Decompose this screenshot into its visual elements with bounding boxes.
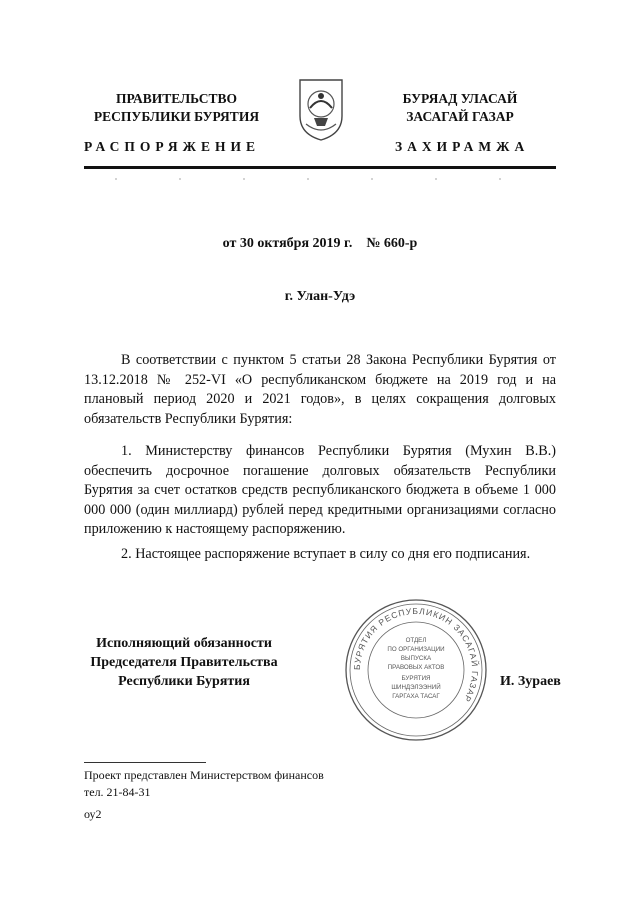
header-left (84, 90, 269, 126)
footer-line1: Проект представлен Министерством финансов (84, 768, 324, 782)
stamp-line: ГАРГАХА ТАСАГ (392, 693, 440, 700)
official-stamp (344, 598, 488, 742)
header-left-line2: РЕСПУБЛИКИ БУРЯТИЯ (93, 109, 260, 124)
stamp-line: ПРАВОВЫХ АКТОВ (387, 664, 445, 671)
body-paragraph-3 (84, 545, 556, 565)
header-rule (84, 166, 556, 169)
paragraph-text: 1. Министерству финансов Республики Бурятия (Мухин В.В.) обеспечить досрочное погашение долговых обязательств Республики Бурятия за счет остатков средств республиканского бюджета в объеме 1 000 000 000 (один миллиард) рублей перед кредитными организациями согласно приложению к настоящему распоряжению. (84, 443, 556, 537)
stamp-line: ОТДЕЛ (405, 637, 427, 644)
header-left-line1: ПРАВИТЕЛЬСТВО (115, 91, 237, 106)
stamp-line: ШИНДЭЛЭЭНИЙ (391, 684, 441, 691)
date-number: от 30 октября 2019 г. № 660-р (222, 236, 418, 251)
signature-position (84, 634, 284, 691)
doc-type-right: ЗАХИРАМЖА (395, 139, 530, 154)
paragraph-text: 2. Настоящее распоряжение вступает в силу со дня его подписания. (121, 546, 531, 562)
header-right-line2: ЗАСАГАЙ ГАЗАР (406, 109, 514, 124)
paragraph-text: В соответствии с пунктом 5 статьи 28 Закона Республики Бурятия от 13.12.2018 № 252-VI «О республиканском бюджете на 2019 год и на плановый период 2020 и 2021 годов», в целях сокращения долговых обязательств Республики Бурятия: (84, 352, 556, 427)
header-dotted-line (84, 176, 556, 182)
header-right-line1: БУРЯАД УЛАСАЙ (402, 91, 518, 106)
signatory-name: И. Зураев (500, 674, 561, 689)
coat-of-arms-emblem (296, 74, 346, 142)
body-paragraph-2 (84, 442, 556, 540)
stamp-line: ПО ОРГАНИЗАЦИИ (387, 646, 445, 653)
footer-code: оу2 (84, 807, 102, 821)
stamp-line: БУРЯТИЯ (401, 675, 431, 682)
body-paragraph-1 (84, 351, 556, 429)
doc-type-left: РАСПОРЯЖЕНИЕ (84, 139, 261, 154)
signature-position-line2: Председателя Правительства (90, 655, 278, 670)
signature-position-line3: Республики Бурятия (118, 674, 250, 689)
signature-position-line1: Исполняющий обязанности (96, 636, 272, 651)
stamp-line: ВЫПУСКА (400, 655, 432, 662)
footer-rule (84, 762, 206, 763)
footer-line2: тел. 21-84-31 (84, 785, 151, 799)
stamp-ring-text: БУРЯТИЯ РЕСПУБЛИКИН ЗАСАГАЙ ГАЗАР (351, 605, 481, 705)
header-right (380, 90, 540, 126)
city: г. Улан-Удэ (284, 289, 356, 304)
